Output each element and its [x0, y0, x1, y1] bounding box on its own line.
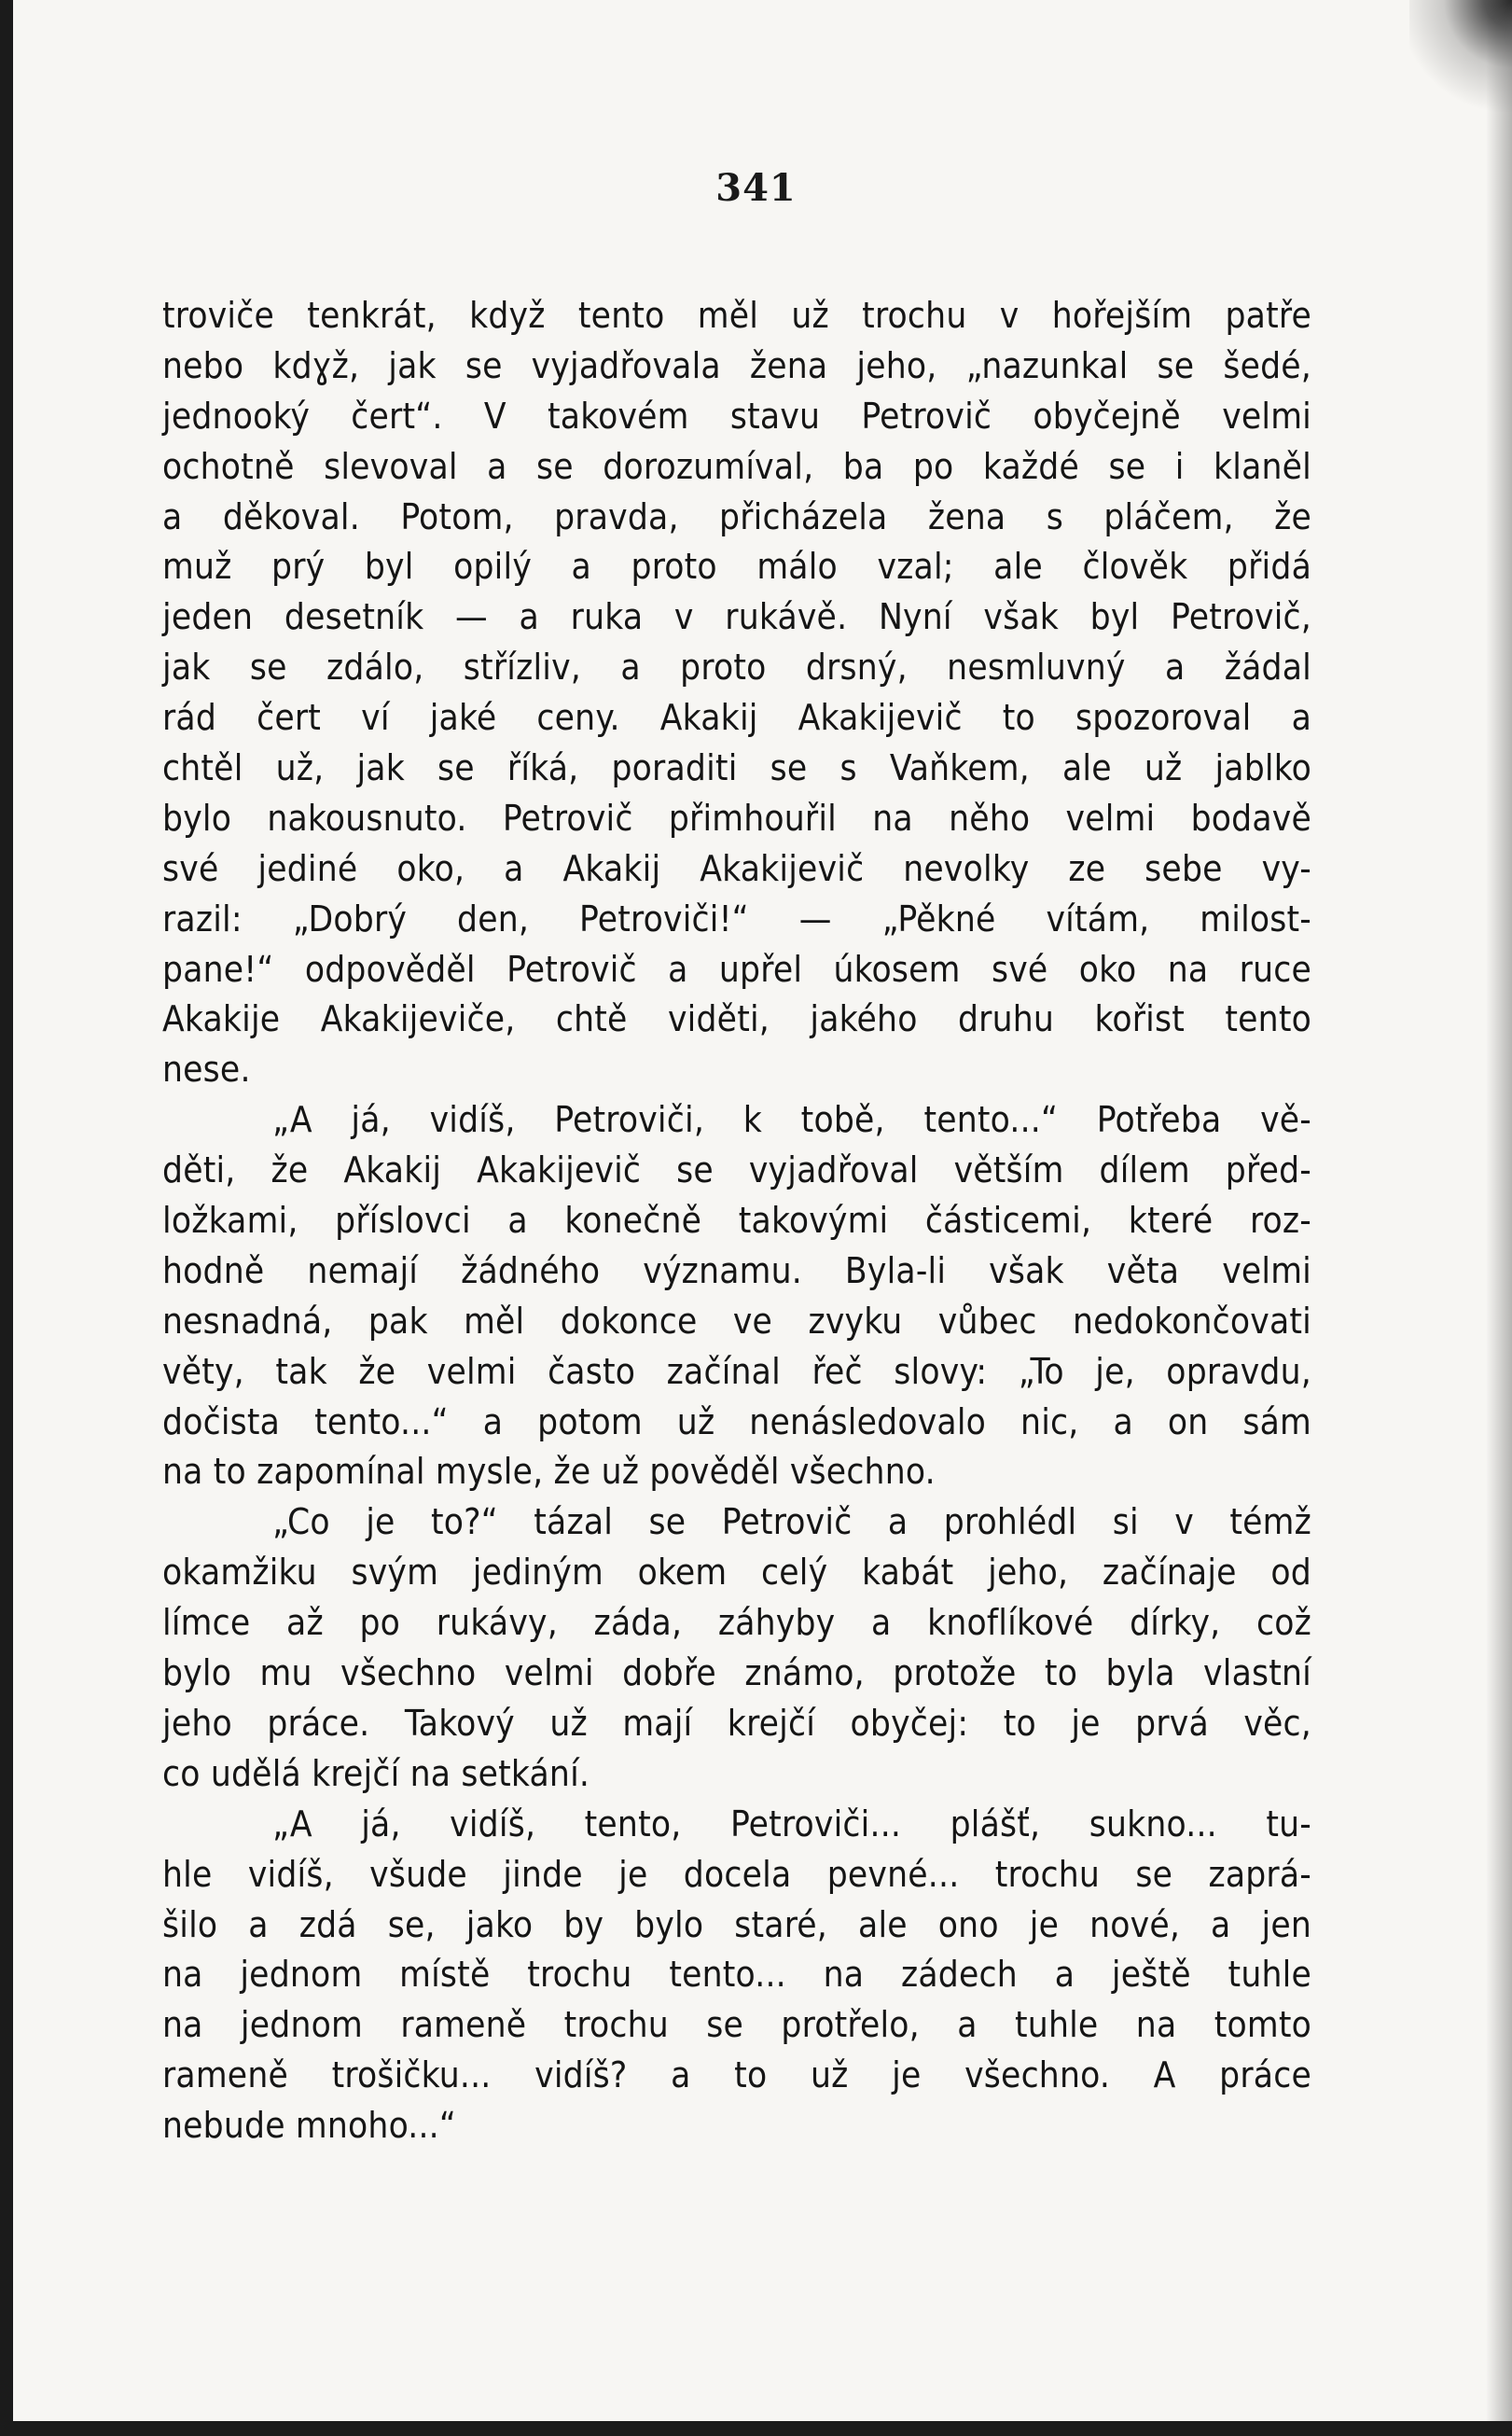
text-line: chtěl už, jak se říká, poraditi se s Vaňkem, ale už jablko [162, 747, 1311, 790]
text-line: své jediné oko, a Akakij Akakijevič nevolky ze sebe vy- [162, 847, 1311, 890]
text-line: troviče tenkrát, když tento měl už trochu v hořejším patře [162, 295, 1311, 337]
text-line: „A já, vidíš, tento, Petroviči... plášť, sukno... tu- [272, 1803, 1311, 1845]
scan-shadow-right [1486, 0, 1512, 2436]
text-line: hodně nemají žádného významu. Byla-li však věta velmi [162, 1249, 1311, 1292]
text-line: jak se zdálo, střízliv, a proto drsný, nesmluvný a žádal [162, 647, 1311, 689]
text-line: nese. [162, 1049, 251, 1092]
text-line: jednooký čert“. V takovém stavu Petrovič obyčejně velmi [162, 395, 1311, 438]
text-line: na jednom rameně trochu se protřelo, a tuhle na tomto [162, 2004, 1311, 2047]
text-line: límce až po rukávy, záda, záhyby a knoflíkové dírky, což [162, 1602, 1311, 1645]
text-line: a děkoval. Potom, pravda, přicházela žena s pláčem, že [162, 495, 1311, 538]
text-line: Akakije Akakijeviče, chtě viděti, jakého druhu kořist tento [162, 998, 1311, 1041]
text-line: dočista tento...“ a potom už nenásledovalo nic, a on sám [162, 1400, 1311, 1443]
text-line: hle vidíš, všude jinde je docela pevné... trochu se zaprá- [162, 1853, 1311, 1896]
text-line: jeho práce. Takový už mají krejčí obyčej: to je prvá věc, [162, 1702, 1311, 1745]
text-line: muž prý byl opilý a proto málo vzal; ale člověk přidá [162, 546, 1311, 589]
text-line: děti, že Akakij Akakijevič se vyjadřoval větším dílem před- [162, 1149, 1311, 1192]
text-line: „A já, vidíš, Petroviči, k tobě, tento...“ Potřeba vě- [272, 1099, 1311, 1142]
text-line: nebo kdɣž, jak se vyjadřovala žena jeho, „nazunkal se šedé, [162, 344, 1311, 387]
text-line: věty, tak že velmi často začínal řeč slovy: „To je, opravdu, [162, 1350, 1311, 1393]
text-line: razil: „Dobrý den, Petroviči!“ — „Pěkné vítám, milost- [162, 898, 1311, 940]
text-line: rád čert ví jaké ceny. Akakij Akakijevič to spozoroval a [162, 697, 1311, 740]
page-number: 341 [715, 166, 797, 210]
scan-border-bottom [0, 2421, 1512, 2436]
text-line: bylo mu všechno velmi dobře známo, protože to byla vlastní [162, 1652, 1311, 1695]
text-line: na jednom místě trochu tento... na zádech a ještě tuhle [162, 1954, 1311, 1997]
scan-border-left [0, 0, 13, 2436]
scan-shadow-corner [1409, 0, 1512, 112]
text-line: pane!“ odpověděl Petrovič a upřel úkosem své oko na ruce [162, 948, 1311, 991]
text-line: jeden desetník — a ruka v rukávě. Nyní však byl Petrovič, [162, 596, 1311, 639]
text-line: „Co je to?“ tázal se Petrovič a prohlédl si v témž [272, 1501, 1311, 1544]
text-line: na to zapomínal mysle, že už pověděl všechno. [162, 1451, 936, 1494]
text-line: šilo a zdá se, jako by bylo staré, ale ono je nové, a jen [162, 1903, 1311, 1946]
text-line: okamžiku svým jediným okem celý kabát jeho, začínaje od [162, 1552, 1311, 1594]
body-text [162, 291, 1311, 2151]
text-line: rameně trošičku... vidíš? a to už je všechno. A práce [162, 2054, 1311, 2097]
text-line: ochotně slevoval a se dorozumíval, ba po každé se i klaněl [162, 445, 1311, 488]
text-line: co udělá krejčí na setkání. [162, 1752, 590, 1795]
text-line: ložkami, příslovci a konečně takovými částicemi, které roz- [162, 1200, 1311, 1243]
text-line: nebude mnoho...“ [162, 2105, 457, 2148]
text-line: bylo nakousnuto. Petrovič přimhouřil na něho velmi bodavě [162, 797, 1311, 840]
text-line: nesnadná, pak měl dokonce ve zvyku vůbec nedokončovati [162, 1300, 1311, 1343]
